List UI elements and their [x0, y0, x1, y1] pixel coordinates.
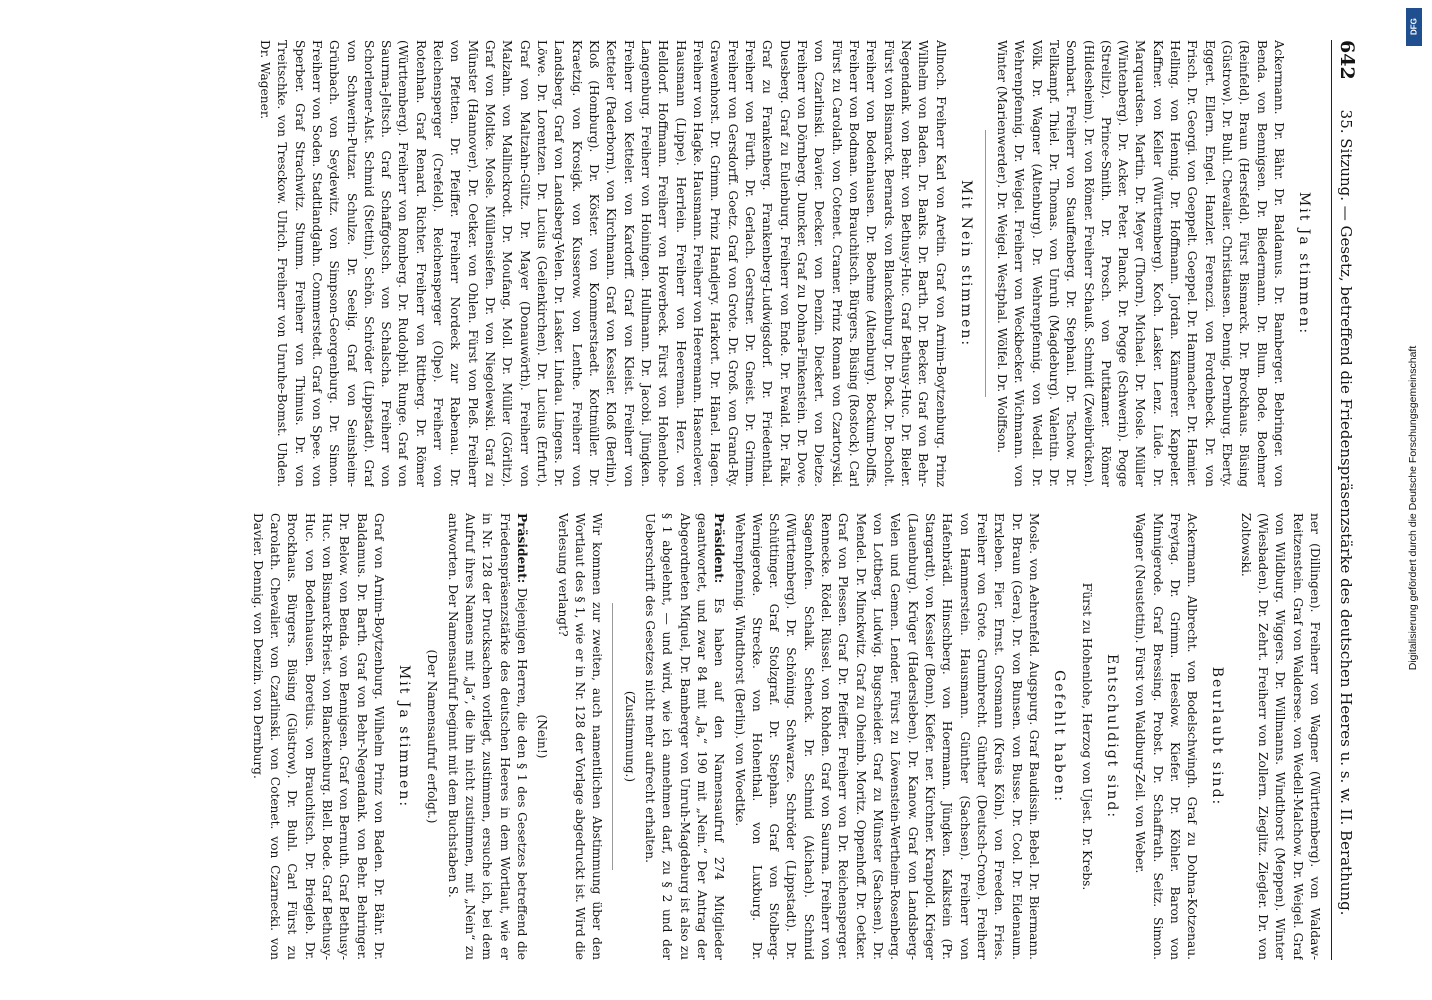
page-header [1331, 40, 1358, 960]
gefehlt-heading: Gefehlt haben: [1050, 670, 1067, 803]
entschuldigt-heading: Entschuldigt sind: [1104, 653, 1121, 820]
page-number: 642 [1336, 40, 1358, 80]
nein-remark: (Nein!) [535, 714, 550, 759]
aufruf-remark: (Der Namensaufruf erfolgt.) [425, 649, 440, 824]
beurlaubt-heading: Beurlaubt sind: [1209, 666, 1226, 807]
dfg-logo: DFG [1406, 8, 1422, 46]
nein-list: Allnoch. Freiherr Karl von Aretin. Graf von Arnim-Boytzenburg. Prinz Wilhelm von Baden. Dr. Banks. Dr. Barth. Dr. Becker. Graf von Behr-Negendank. von Behr. von Bethusy-Huc. Graf Bethusy-Huc. Dr. Bieler. Fürst von Bismarck. Bernards. von Blanckenburg. Dr. Bock. Dr. Bocholt. Freiherr von Bodenhausen. Dr. Boehme (Altenburg). Bockum-Dolffs. Freiherr von Bodman. von Brauchitsch. Bürgers. Büsing (Rostock). Carl Fürst zu Carolath. von Cotenet. Cramer. Prinz Roman von Czartoryski. von Czarlinski. Davier. Decker. von Denzin. Dieckert. von Dietze. Freiherr von Dörnberg. Duncker. Graf zu Dohna-Finkenstein. Dr. Dove. Duesberg. Graf zu Eulenburg. Freiherr von Ende. Dr. Ewald. Dr. Falk. Graf zu Frankenberg. Frankenberg-Ludwigsdorf. Dr. Friedenthal. Freiherr von Fürth. Dr. Gerlach. Gerstner. Dr. Gneist. Dr. Grimm. Freiherr von Gersdorff. Goetz. Graf von Grote. Dr. Groß. von Grand-Ry. Grawenhorst. Dr. Grimm. Prinz Handjery. Harkort. Dr. Hänel. Hagen. Freiherr von Hagke. Hausmann. Freiherr von Heeremann. Hasenclever. Hausmann (Lippe). Herrlein. Freiherr von Heereman. Herz. von Helldorf. Hoffmann. Freiherr von Hoverbeck. Fürst von Hohenlohe-Langenburg. Freiherr von Hoiningen. Hullmann. Dr. Jacobi. Jüngken. Freiherr von Ketteler. von Kardorff. Graf von Kleist. Freiherr von Ketteler (Paderborn). von Kirchmann. Graf von Kessler. Kloß (Berlin). Kloß (Homburg). Dr. Köster. von Kommerstaedt. Kottmüller. Dr. Kraetzig. von Krosigk. von Kusserow. von Lenthe. Freiherr von Landsberg. Graf von Landsberg-Velen. Dr. Lasker. Lindau. Lingens. Dr. Löwe. Dr. Lorentzen. Dr. Lucius (Geilenkirchen). Dr. Lucius (Erfurt). Graf von Maltzahn-Gültz. Dr. Mayer (Donauwörth). Freiherr von Malzahn. von Mallinckrodt. Dr. Moufang. Moll. Dr. Müller (Görlitz). Graf von Moltke. Mosle. Müllensiefen. Dr. von Niegolewski. Graf zu Münster (Hannover). Dr. Oetker. von Ohlen. Fürst von Pleß. Freiherr von Pfetten. Dr. Pfeiffer. Freiherr Nordeck zur Rabenau. Dr. Reichensperger (Crefeld). Reichensperger (Olpe). Freiherr von Rotenhan. Graf Renard. Richter. Freiherr von Rittberg. Dr. Römer (Württemberg). Freiherr von Romberg. Dr. Rudolphi. Runge. Graf von Saurma-Jeltsch. Graf Schaffgotsch. von Schalscha. Freiherr von Schorlemer-Alst. Schmid (Stettin). Schön. Schröder (Lippstadt). Graf von Schwerin-Putzar. Schulze. Dr. Seelig. Graf von Seinsheim-Grünbach. von Seydewitz. von Simpson-Georgenburg. Dr. Simon. Freiherr von Soden. Stadtlandgahn. Commerstedt. Graf von Spee. von Sperber. Graf Strachwitz. Stumm. Freiherr von Thimus. Dr. von Treitschke. von Tresckow. Ulrich. Freiherr von Unruhe-Bomst. Uhden. Dr. Wagener. [257, 40, 948, 487]
president-statement [641, 513, 728, 960]
running-title: 35. Sitzung. — Gesetz, betreffend die Friedenspräsenzstärke des deutschen Heeres u. s. w. II. Berathung. [1337, 109, 1355, 916]
divider [985, 130, 986, 397]
president-text: Es haben auf den Namensaufruf 274 Mitglieder geantwortet, und zwar 84 mit „Ja,“ 190 mit „Nein.“ Der Antrag der Abgeordneten Miquel, Dr. Bamberger von Unruh-Magdeburg ist also zu § 1 abgelehnt, — und wird, wie ich annehmen darf, zu § 2 und der Ueberschrift des Gesetzes nicht mehr aufrecht erhalten. [642, 513, 727, 960]
gefehlt-list: Mosle. von Aehrenfeld. Augspurg. Graf Baudissin. Bebel. Dr. Biermann. Dr. Braun (Gera). Dr. von Bunsen. von Busse. Dr. Cool. Dr. Eidenaum. Erxleben. Fier. Ernst. Grosmann (Kreis Köln). von Freeden. Fries. Freiherr von Grote. Grumbrecht. Günther (Deutsch-Crone). Freiherr von Hammerstein. Hausmann. Günther (Sachsen). Freiherr von Hafenbrädl. Hinschberg. von Hoermann. Jüngken. Kalkstein (Pr. Stargardt). von Kessler (Bonn). Kiefer. ner. Kirchner. Kranpold. Krieger (Lauenburg). Krüger (Hadersleben). Dr. Kanow. Graf von Landsberg-Velen und Gemen. Lender. Fürst zu Löwenstein-Wertheim-Rosenberg. von Lottberg. Ludwig. Bugscheider. Graf zu Münster (Sachsen). Dr. Mendel. Dr. Minckwitz. Graf zu Oheimb. Moritz. Oppenhoff. Dr. Oetker. Graf von Plessen. Graf Dr. Pfeiffer. Freiherr von Dr. Reichensperger. Rennecke. Rödel. Rüssel. von Rohden. Graf von Saurma. Freiherr von Sagenhofen. Schalk. Schenck. Dr. Schmid (Aichach). Schmid (Württemberg). Dr. Schöning. Schwarze. Schröder (Lippstadt). Dr. Schüttinger. Graf Stolzgraf. Dr. Stephan. Graf von Stolberg-Wernigerode. Strecke. von Hohenthal. von Luxburg. Dr. Wehrenpfennig. Windthorst (Berlin). von Woedtke. [732, 513, 1042, 960]
president-statement-2 [443, 513, 530, 960]
nein-heading: Mit Nein stimmen: [957, 179, 974, 348]
ja-list-continued: ner (Dillingen). Freiherr von Wagner (Württemberg). von Waldaw-Reitzenstein. Graf von Waldersee. von Wedell-Malchow. Dr. Weigel. Graf von Wildburg. Wiggers. Dr. Willmanns. Windthorst (Meppen). Winter (Wiesbaden). Dr. Zehrt. Freiherr von Zollern. Zieglitz. Ziegler. Dr. von Zoltowski. [1238, 513, 1322, 960]
text-columns [23, 40, 1323, 960]
ja-list: Ackermann. Dr. Bähr. Dr. Baldamus. Dr. Bamberger. Bebringer. von Benda. von Bennigsen. Dr. Biedermann. Dr. Blum. Bode. Boehmer (Reinfeld). Braun (Hersfeld). Fürst Bismarck. Dr. Brockhaus. Büsing (Güstrow). Dr. Buhl. Chevalier. Christiansen. Dennig. Dernburg. Eberty. Eggert. Ellern. Engel. Hanzler. Ferenczi. von Fordenbeck. Dr. von Frisch. Dr. Georgi. von Goeppelt. Goeppel. Dr. Hammacher. Dr. Hamier. Helling. von Hennig. Dr. Hoffmann. Jordan. Kämmerer. Kappeler. Kaffner. von Keller (Württemberg). Koch. Lasker. Lenz. Lüde. Dr. Marquardsen. Martin. Dr. Meyer (Thorn). Michael. Dr. Mosle. Müller (Wintenberg). Dr. Acker. Peter. Planck. Dr. Pogge (Schwerin). Pogge (Strelitz). Prince-Smith. Dr. Prosch. von Puttkamer. Römer (Hildesheim). Dr. von Römer. Freiherr Schauß. Schmidt (Zweibrücken). Sombart. Freiherr von Stauffenberg. Dr. Stephani. Dr. Tschow. Dr. Tellkampf. Thiel. Dr. Thomas. von Unruh (Magdeburg). Valentin. Dr. Völk. Dr. Wagner (Altenburg). Dr. Wehrenpfennig. von Wedell. Dr. Wehrenpfennig. Dr. Weigel. Freiherr von Weckbecker. Wichmann. von Winter (Marienwerder). Dr. Weigel. Westphal. Wölfel. Dr. Wolffson. [994, 40, 1287, 487]
president-label: Präsident: [712, 513, 727, 584]
beurlaubt-list: Ackermann. Albrecht. von Bodelschwingh. Graf zu Dohna-Kotzenau. Freytag. Dr. Grimm. Heeslow. Kiefer. Dr. Köhler. Baron von Minnigerode. Graf Bressing. Probst. Dr. Schaffrath. Seitz. Simon. Wagner (Neustettin). Fürst von Waldburg-Zeil. von Weber. [1133, 513, 1200, 960]
dfg-credit-text: Digitalisierung gefördert durch die Deutsche Forschungsgemeinschaft [1407, 345, 1419, 671]
entschuldigt-list: Fürst zu Hohenlohe, Herzog von Ujest. Dr. Krebs. [1080, 582, 1095, 891]
left-column [23, 40, 1323, 487]
ja-heading: Mit Ja stimmen: [1296, 191, 1312, 336]
right-column [23, 513, 1323, 960]
divider [612, 603, 613, 870]
zustimmung-remark: (Zustimmung.) [622, 690, 637, 783]
ja2-heading: Mit Ja stimmen: [395, 664, 412, 809]
president-text-2: Diejenigen Herren, die den § 1 des Gesetzes betreffend die Friedenspräsenzstärke des deutschen Heeres in dem Wortlaut, wie er in Nr. 128 der Drucksachen vorliegt, zustimmen, ersuche ich, bei dem Aufruf ihres Namens mit „Ja“, die ihn nicht zustimmen, mit „Nein“ zu antworten. Der Namensaufruf beginnt mit dem Buchstaben S. [445, 513, 529, 960]
dfg-watermark [1398, 8, 1428, 988]
ja2-list: Graf von Arnim-Boytzenburg. Wilhelm Prinz von Baden. Dr. Bähr. Dr. Baldamus. Dr. Barth. Graf von Behr-Negendank. von Behr. Behringer. Dr. Below. von Benda. von Bennigsen. Graf von Bernuth. Graf Bethusy-Huc. von Bismarck-Briest. von Blanckenburg. Blell. Bode. Graf Bethusy-Huc. von Bodenhausen. Boretius. von Brauchitsch. Dr. Briegleb. Dr. Brockhaus. Bürgers. Büsing (Güstrow). Dr. Buhl. Carl Fürst zu Carolath. Chevalier. von Czarlinski. von Cotenet. von Czarnecki. von Davier. Dennig. von Denzin. von Dernburg. [250, 513, 387, 960]
president-label-2: Präsident: [514, 513, 529, 584]
question-text: Wir kommen zur zweiten, auch namentlichen Abstimmung über den Wortlaut des § 1, wie er in Nr. 128 der Vorlage abgedruckt ist. Wird die Verlesung verlangt? [555, 513, 605, 960]
